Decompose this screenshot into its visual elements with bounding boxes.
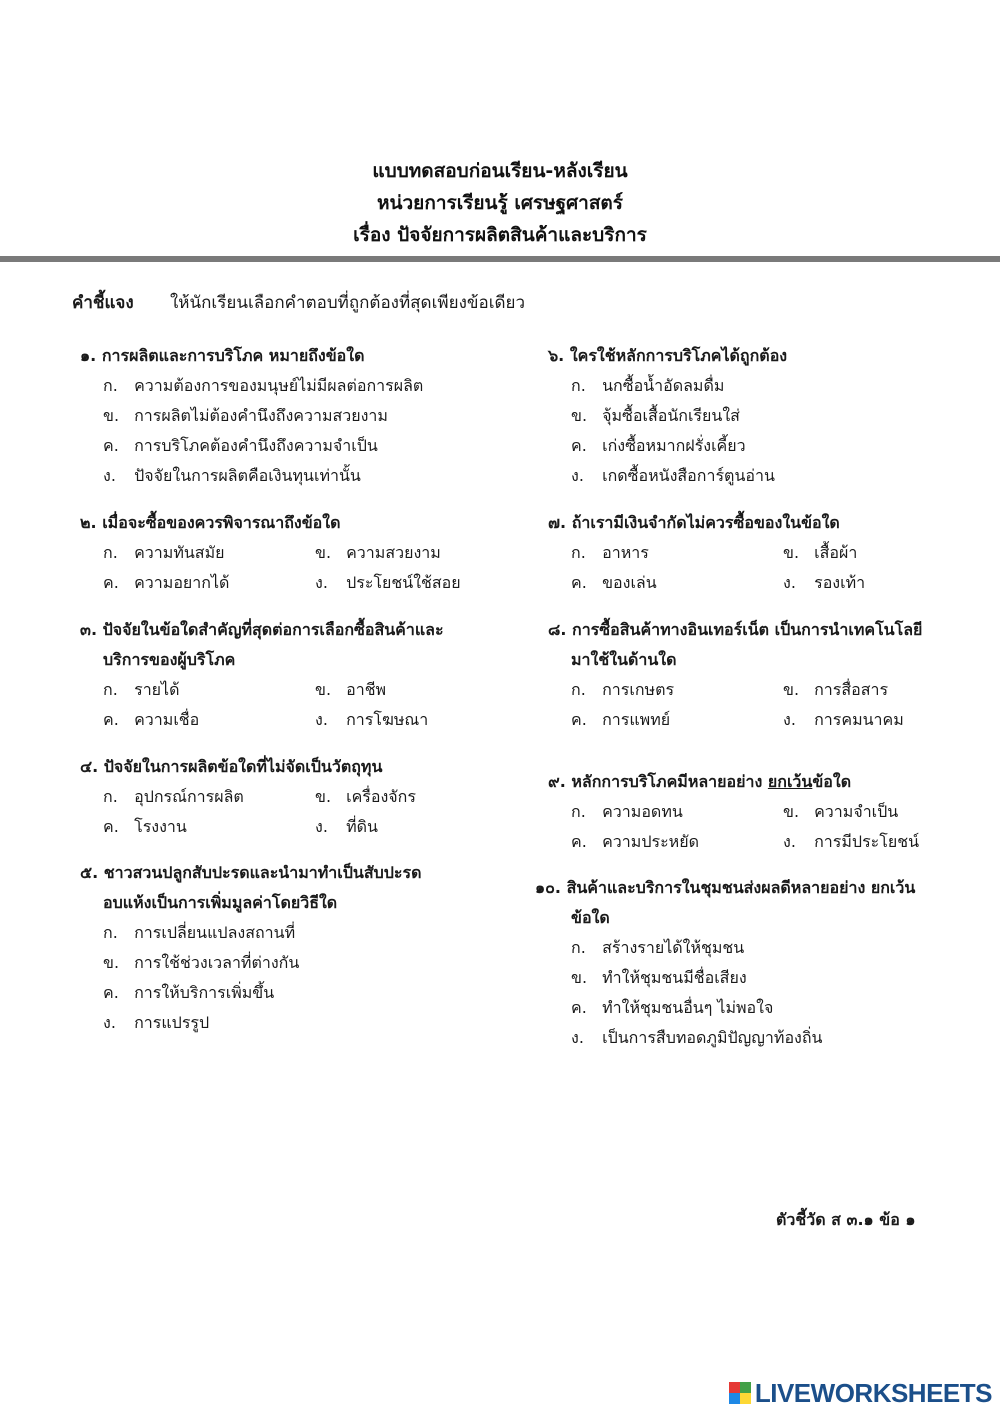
- option-b[interactable]: [783, 538, 995, 568]
- option-letter: ข.: [783, 543, 800, 562]
- option-c[interactable]: [548, 431, 787, 461]
- option-b[interactable]: [548, 401, 787, 431]
- option-letter: ก.: [103, 923, 118, 942]
- option-d[interactable]: [548, 461, 787, 491]
- option-c[interactable]: [103, 812, 315, 842]
- option-text: อาชีพ: [346, 680, 387, 699]
- option-text: ทำให้ชุมชนอื่นๆ ไม่พอใจ: [602, 998, 774, 1017]
- question-2: [80, 508, 527, 598]
- option-c[interactable]: [103, 568, 315, 598]
- option-b[interactable]: [783, 675, 995, 705]
- option-b[interactable]: [80, 948, 422, 978]
- question-text: สินค้าและบริการในชุมชนส่งผลดีหลายอย่าง ยกเว้น: [566, 878, 916, 897]
- option-letter: ค.: [571, 832, 587, 851]
- option-a[interactable]: [103, 782, 315, 812]
- question-8: [548, 615, 995, 735]
- question-4: [80, 752, 527, 842]
- option-letter: ข.: [315, 787, 332, 806]
- option-text: การคมนาคม: [814, 710, 904, 729]
- option-a[interactable]: [571, 538, 783, 568]
- option-b[interactable]: [535, 963, 915, 993]
- question-number: ๙.: [548, 772, 566, 791]
- option-b[interactable]: [315, 782, 527, 812]
- unit-title: หน่วยการเรียนรู้ เศรษฐศาสตร์: [377, 192, 623, 214]
- option-c[interactable]: [571, 568, 783, 598]
- option-letter: ง.: [315, 573, 328, 592]
- question-number: ๑.: [80, 346, 97, 365]
- option-letter: ก.: [571, 376, 586, 395]
- option-letter: ง.: [315, 710, 328, 729]
- question-text: ปัจจัยในข้อใดสำคัญที่สุดต่อการเลือกซื้อสินค้าและ: [102, 620, 444, 639]
- option-letter: ง.: [315, 817, 328, 836]
- option-text: การบริโภคต้องคำนึงถึงความจำเป็น: [134, 436, 378, 455]
- option-text: จุ้มซื้อเสื้อนักเรียนใส่: [602, 406, 740, 425]
- option-text: เกดซื้อหนังสือการ์ตูนอ่าน: [602, 466, 775, 485]
- question-number: ๗.: [548, 513, 567, 532]
- option-letter: ข.: [315, 680, 332, 699]
- page-title: แบบทดสอบก่อนเรียน-หลังเรียน: [372, 160, 628, 182]
- question-1: [80, 341, 423, 491]
- option-letter: ค.: [571, 573, 587, 592]
- option-letter: ก.: [103, 376, 118, 395]
- question-5: [80, 858, 422, 1038]
- indicator-label: ตัวชี้วัด ส ๓.๑ ข้อ ๑: [776, 1210, 916, 1229]
- option-d[interactable]: [315, 568, 527, 598]
- header-divider: [0, 256, 1000, 262]
- option-letter: ค.: [103, 710, 119, 729]
- option-text: ที่ดิน: [346, 817, 378, 836]
- option-letter: ก.: [571, 938, 586, 957]
- option-b[interactable]: [315, 675, 527, 705]
- option-text: การมีประโยชน์: [814, 832, 920, 851]
- option-text: ความสวยงาม: [346, 543, 441, 562]
- option-text: เครื่องจักร: [346, 787, 416, 806]
- option-letter: ง.: [571, 1028, 584, 1047]
- option-text: เป็นการสืบทอดภูมิปัญญาท้องถิ่น: [602, 1028, 823, 1047]
- option-letter: ง.: [783, 573, 796, 592]
- option-letter: ข.: [103, 406, 120, 425]
- option-d[interactable]: [80, 461, 423, 491]
- option-text: การผลิตไม่ต้องคำนึงถึงความสวยงาม: [134, 406, 388, 425]
- option-c[interactable]: [535, 993, 915, 1023]
- option-letter: ข.: [571, 406, 588, 425]
- instructions: [72, 289, 525, 316]
- option-text: ความจำเป็น: [814, 802, 899, 821]
- option-letter: ข.: [783, 680, 800, 699]
- option-text: เสื้อผ้า: [814, 543, 858, 562]
- question-emphasis: ยกเว้น: [767, 772, 813, 791]
- option-text: ทำให้ชุมชนมีชื่อเสียง: [602, 968, 747, 987]
- option-text: การโฆษณา: [346, 710, 429, 729]
- question-number: ๖.: [548, 346, 565, 365]
- question-6: [548, 341, 787, 491]
- option-letter: ข.: [315, 543, 332, 562]
- instructions-label: คำชี้แจง: [72, 293, 134, 313]
- liveworksheets-logo[interactable]: [729, 1378, 992, 1408]
- option-c[interactable]: [103, 705, 315, 735]
- option-letter: ก.: [103, 680, 118, 699]
- option-letter: ค.: [103, 436, 119, 455]
- option-c[interactable]: [80, 978, 422, 1008]
- option-letter: ค.: [571, 710, 587, 729]
- question-number: ๔.: [80, 757, 99, 776]
- option-letter: ง.: [103, 466, 116, 485]
- brand-name: LIVEWORKSHEETS: [754, 1377, 992, 1408]
- option-a[interactable]: [80, 918, 422, 948]
- option-letter: ง.: [103, 1013, 116, 1032]
- option-text: การแปรรูป: [134, 1013, 210, 1032]
- logo-grid-icon: [729, 1382, 751, 1404]
- option-d[interactable]: [315, 812, 527, 842]
- option-d[interactable]: [783, 705, 995, 735]
- option-text: ปัจจัยในการผลิตคือเงินทุนเท่านั้น: [134, 466, 361, 485]
- option-text: การสื่อสาร: [814, 680, 889, 699]
- option-letter: ก.: [103, 543, 118, 562]
- option-letter: ค.: [103, 983, 119, 1002]
- option-c[interactable]: [80, 431, 423, 461]
- option-letter: ค.: [103, 817, 119, 836]
- option-a[interactable]: [571, 675, 783, 705]
- option-letter: ข.: [571, 968, 588, 987]
- question-number: ๓.: [80, 620, 98, 639]
- option-text: นกซื้อน้ำอัดลมดื่ม: [602, 376, 725, 395]
- option-b[interactable]: [315, 538, 527, 568]
- option-letter: ก.: [571, 543, 586, 562]
- option-text: ความประหยัด: [602, 832, 699, 851]
- option-text: การให้บริการเพิ่มขึ้น: [134, 983, 275, 1002]
- option-a[interactable]: [548, 371, 787, 401]
- question-text: ใครใช้หลักการบริโภคได้ถูกต้อง: [569, 346, 788, 365]
- question-text: การผลิตและการบริโภค หมายถึงข้อใด: [101, 346, 365, 365]
- option-letter: ง.: [571, 466, 584, 485]
- option-text: เก่งซื้อหมากฝรั่งเคี้ยว: [602, 436, 746, 455]
- option-text: อุปกรณ์การผลิต: [134, 787, 244, 806]
- question-text: การซื้อสินค้าทางอินเทอร์เน็ต เป็นการนำเทคโนโลยี: [572, 620, 923, 639]
- option-d[interactable]: [783, 568, 995, 598]
- option-letter: ค.: [571, 436, 587, 455]
- option-a[interactable]: [80, 371, 423, 401]
- option-c[interactable]: [571, 827, 783, 857]
- option-letter: ข.: [783, 802, 800, 821]
- question-text-end: ข้อใด: [812, 772, 852, 791]
- question-number: ๘.: [548, 620, 567, 639]
- question-text-continued: ข้อใด: [571, 908, 610, 927]
- question-3: [80, 615, 527, 735]
- option-letter: ค.: [103, 573, 119, 592]
- question-number: ๕.: [80, 863, 99, 882]
- question-text: ถ้าเรามีเงินจำกัดไม่ควรซื้อของในข้อใด: [571, 513, 840, 532]
- option-a[interactable]: [103, 538, 315, 568]
- question-number: ๑๐.: [535, 878, 561, 897]
- option-a[interactable]: [535, 933, 915, 963]
- option-text: การเกษตร: [602, 680, 675, 699]
- option-text: การแพทย์: [602, 710, 671, 729]
- option-letter: ก.: [103, 787, 118, 806]
- option-letter: ค.: [571, 998, 587, 1017]
- question-text: ชาวสวนปลูกสับปะรดและนำมาทำเป็นสับปะรด: [103, 863, 422, 882]
- option-text: การใช้ช่วงเวลาที่ต่างกัน: [134, 953, 300, 972]
- option-text: ประโยชน์ใช้สอย: [346, 573, 461, 592]
- question-text-continued: บริการของผู้บริโภค: [103, 650, 236, 669]
- question-text: เมื่อจะซื้อของควรพิจารณาถึงข้อใด: [102, 513, 341, 532]
- option-a[interactable]: [103, 675, 315, 705]
- option-letter: ง.: [783, 832, 796, 851]
- question-text: ปัจจัยในการผลิตข้อใดที่ไม่จัดเป็นวัตถุทุน: [103, 757, 383, 776]
- instructions-text: ให้นักเรียนเลือกคำตอบที่ถูกต้องที่สุดเพียงข้อเดียว: [170, 293, 526, 313]
- option-text: ของเล่น: [602, 573, 657, 592]
- option-letter: ข.: [103, 953, 120, 972]
- option-text: ความทันสมัย: [134, 543, 225, 562]
- question-text-continued: อบแห้งเป็นการเพิ่มมูลค่าโดยวิธีใด: [103, 893, 338, 912]
- option-c[interactable]: [571, 705, 783, 735]
- option-text: ความต้องการของมนุษย์ไม่มีผลต่อการผลิต: [134, 376, 424, 395]
- topic-title: เรื่อง ปัจจัยการผลิตสินค้าและบริการ: [353, 224, 647, 246]
- option-d[interactable]: [783, 827, 995, 857]
- option-text: ความอดทน: [602, 802, 683, 821]
- option-d[interactable]: [80, 1008, 422, 1038]
- option-text: รายได้: [134, 680, 180, 699]
- option-text: โรงงาน: [134, 817, 187, 836]
- question-text-continued: มาใช้ในด้านใด: [571, 650, 677, 669]
- question-number: ๒.: [80, 513, 97, 532]
- option-text: ความเชื่อ: [134, 710, 200, 729]
- option-b[interactable]: [80, 401, 423, 431]
- option-b[interactable]: [783, 797, 995, 827]
- option-text: สร้างรายได้ให้ชุมชน: [602, 938, 745, 957]
- option-letter: ก.: [571, 802, 586, 821]
- option-text: การเปลี่ยนแปลงสถานที่: [134, 923, 296, 942]
- option-d[interactable]: [315, 705, 527, 735]
- option-a[interactable]: [571, 797, 783, 827]
- option-text: รองเท้า: [814, 573, 866, 592]
- option-text: อาหาร: [602, 543, 649, 562]
- option-letter: ก.: [571, 680, 586, 699]
- question-7: [548, 508, 995, 598]
- question-10: [535, 873, 915, 1053]
- option-letter: ง.: [783, 710, 796, 729]
- question-text: หลักการบริโภคมีหลายอย่าง: [571, 772, 763, 791]
- option-d[interactable]: [535, 1023, 915, 1053]
- option-text: ความอยากได้: [134, 573, 230, 592]
- question-9: [548, 767, 995, 857]
